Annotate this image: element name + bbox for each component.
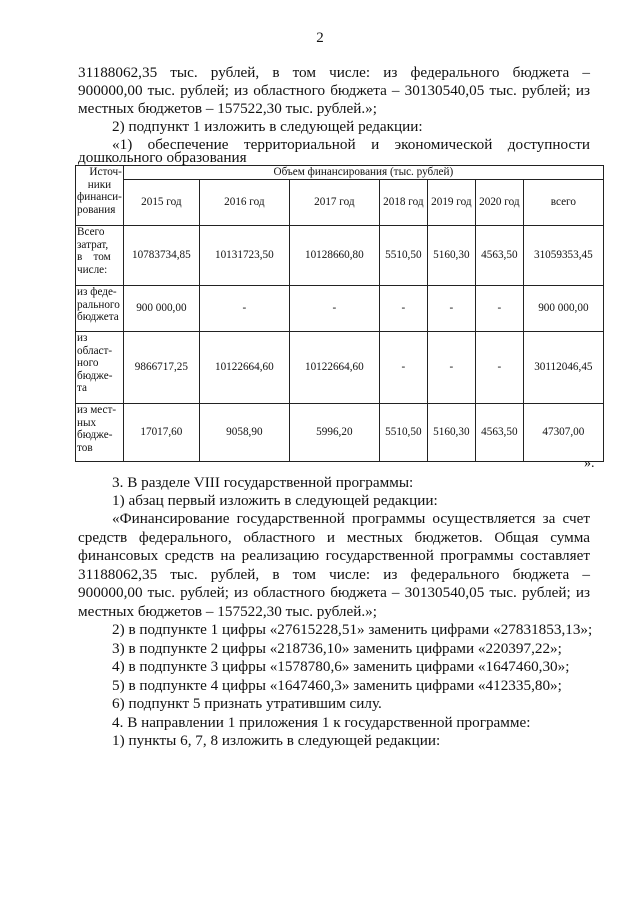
text-line: финансовых средств на реализацию государственной программы составляет <box>78 547 590 564</box>
table-cell: 4563,50 <box>475 404 523 462</box>
year-header: 2015 год <box>123 180 199 226</box>
text-line: 5) в подпункте 4 цифры «1647460,3» заменить цифрами «412335,80»; <box>112 677 562 694</box>
table-cell: 31059353,45 <box>523 226 603 286</box>
text-line: 31188062,35 тыс. рублей, в том числе: из федерального бюджета – <box>78 566 590 583</box>
year-header: 2017 год <box>289 180 379 226</box>
text-line: 4. В направлении 1 приложения 1 к государственной программе: <box>112 714 531 731</box>
table-cell: - <box>427 286 475 332</box>
table-cell: 5160,30 <box>427 404 475 462</box>
text-line: дошкольного образования <box>78 149 247 166</box>
year-header: 2018 год <box>379 180 427 226</box>
table-cell: 5996,20 <box>289 404 379 462</box>
row-source: из област- ного бюдже- та <box>76 332 124 404</box>
table-cell: 17017,60 <box>123 404 199 462</box>
text-line: 900000,00 тыс. рублей; из областного бюджета – 30130540,05 тыс. рублей; из <box>78 82 590 99</box>
table-cell: - <box>379 332 427 404</box>
volume-header: Объем финансирования (тыс. рублей) <box>123 166 603 180</box>
text-line: местных бюджетов – 157522,30 тыс. рублей.»; <box>78 100 377 117</box>
text-line: 1) абзац первый изложить в следующей редакции: <box>112 492 438 509</box>
text-line: «Финансирование государственной программы осуществляется за счет <box>112 510 590 527</box>
text-line: 31188062,35 тыс. рублей, в том числе: из федерального бюджета – <box>78 64 590 81</box>
page-number: 2 <box>316 30 324 46</box>
table-cell: 5160,30 <box>427 226 475 286</box>
text-line: 900000,00 тыс. рублей; из областного бюджета – 30130540,05 тыс. рублей; из <box>78 584 590 601</box>
table-row <box>76 404 604 462</box>
table-row <box>76 226 604 286</box>
year-header: 2020 год <box>475 180 523 226</box>
table-cell: 47307,00 <box>523 404 603 462</box>
table-cell: - <box>475 286 523 332</box>
row-source: Всего затрат, в том числе: <box>76 226 124 286</box>
table-cell: 10131723,50 <box>199 226 289 286</box>
table-row <box>76 332 604 404</box>
row-source: из мест- ных бюдже- тов <box>76 404 124 462</box>
closing-quote: ». <box>584 456 595 471</box>
table-cell: 9866717,25 <box>123 332 199 404</box>
text-line: 1) пункты 6, 7, 8 изложить в следующей редакции: <box>112 732 441 749</box>
table-cell: 30112046,45 <box>523 332 603 404</box>
table-cell: - <box>199 286 289 332</box>
table-cell: 10122664,60 <box>199 332 289 404</box>
text-line: 3. В разделе VIII государственной программы: <box>112 474 414 491</box>
text-line: 2) подпункт 1 изложить в следующей редакции: <box>112 118 423 135</box>
table-row <box>76 286 604 332</box>
table-cell: - <box>289 286 379 332</box>
text-line: 2) в подпункте 1 цифры «27615228,51» заменить цифрами «27831853,13»; <box>112 621 593 638</box>
source-header: Источ- ники финанси- рования <box>76 166 124 226</box>
table-cell: - <box>427 332 475 404</box>
table-cell: 9058,90 <box>199 404 289 462</box>
table-cell: 10122664,60 <box>289 332 379 404</box>
table-cell: 4563,50 <box>475 226 523 286</box>
table-cell: 10783734,85 <box>123 226 199 286</box>
table-cell: 900 000,00 <box>523 286 603 332</box>
table-cell: - <box>379 286 427 332</box>
table-cell: 900 000,00 <box>123 286 199 332</box>
financing-table <box>75 165 604 462</box>
text-line: 6) подпункт 5 признать утратившим силу. <box>112 695 382 712</box>
table-cell: 5510,50 <box>379 226 427 286</box>
year-header: 2019 год <box>427 180 475 226</box>
table-cell: 5510,50 <box>379 404 427 462</box>
text-line: местных бюджетов – 157522,30 тыс. рублей.»; <box>78 603 377 620</box>
text-line: «1) обеспечение территориальной и экономической доступности <box>112 136 590 153</box>
row-source: из феде- рального бюджета <box>76 286 124 332</box>
text-line: 4) в подпункте 3 цифры «1578780,6» заменить цифрами «1647460,30»; <box>112 658 570 675</box>
table-cell: 10128660,80 <box>289 226 379 286</box>
table-cell: - <box>475 332 523 404</box>
text-line: средств федерального, областного и местных бюджетов. Общая сумма <box>78 529 590 546</box>
year-header: 2016 год <box>199 180 289 226</box>
total-header: всего <box>523 180 603 226</box>
text-line: 3) в подпункте 2 цифры «218736,10» заменить цифрами «220397,22»; <box>112 640 562 657</box>
